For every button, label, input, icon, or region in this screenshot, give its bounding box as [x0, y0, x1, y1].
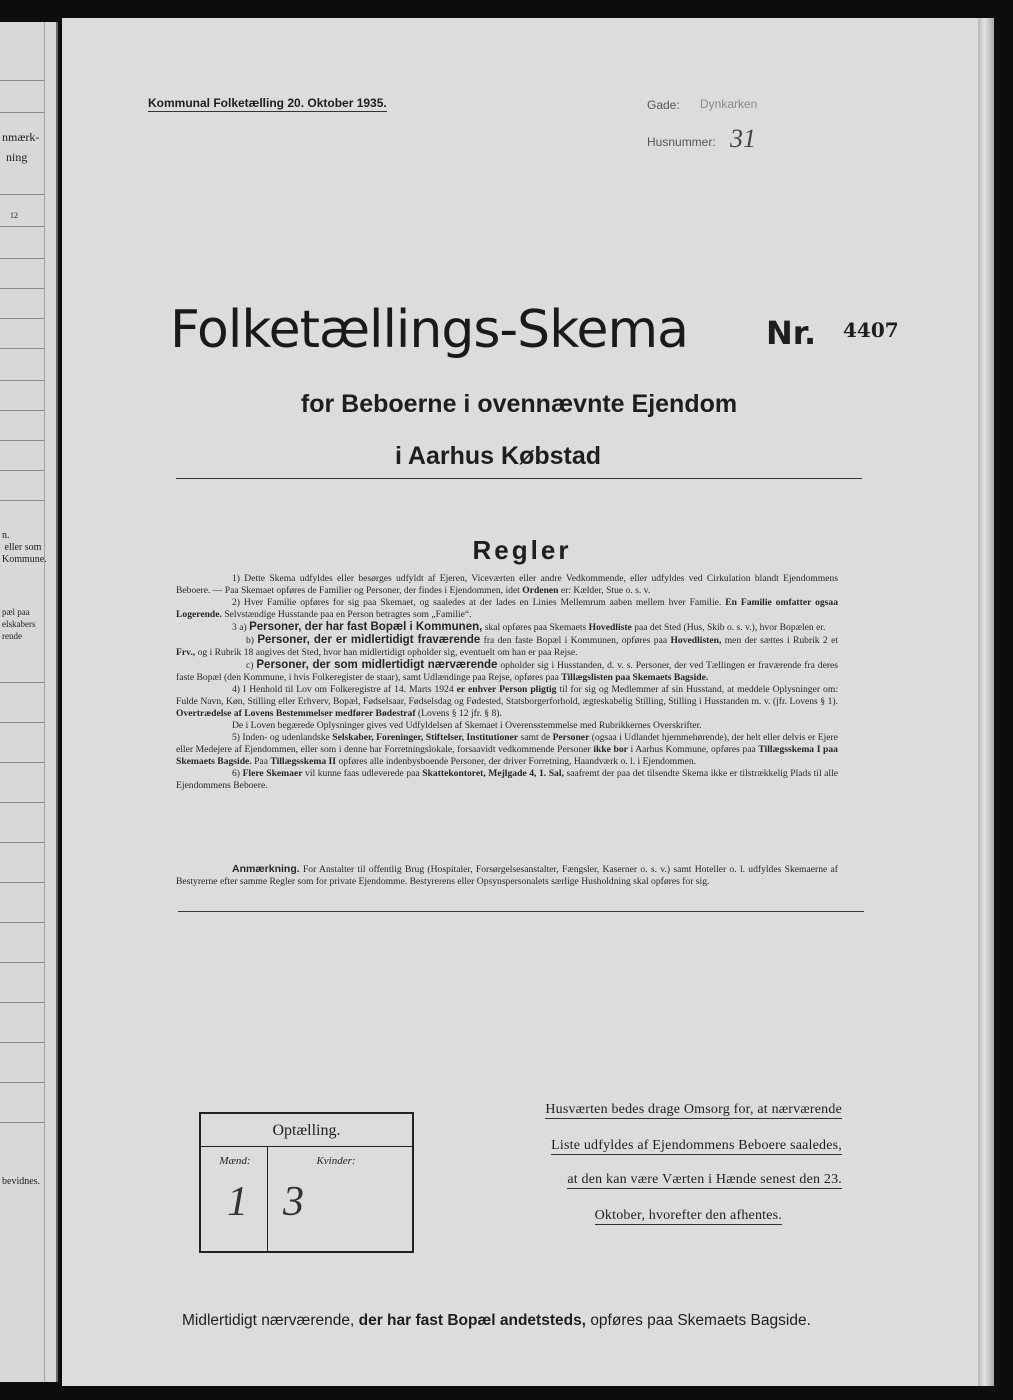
ledger-rule	[0, 762, 44, 763]
rules-heading: Regler	[472, 535, 572, 565]
left-fragment: bevidnes.	[2, 1176, 41, 1187]
page-stack-edge	[978, 18, 994, 1386]
ledger-rule	[0, 410, 44, 411]
left-fragment: n.	[2, 530, 10, 541]
ledger-rule	[0, 500, 44, 501]
census-form-page	[62, 18, 982, 1386]
left-page-edge	[44, 22, 45, 1382]
form-title: Folketællings-Skema	[170, 300, 688, 360]
ledger-rule	[0, 80, 44, 81]
left-fragment: eller som	[2, 542, 42, 553]
street-label: Gade:	[647, 98, 680, 112]
ledger-rule	[0, 842, 44, 843]
subtitle-residents: for Beboerne i ovennævnte Ejendom	[300, 390, 738, 418]
ledger-rule	[0, 112, 44, 113]
ledger-rule	[0, 380, 44, 381]
count-box-divider	[267, 1146, 268, 1251]
street-value: Dynkarken	[700, 97, 758, 111]
rule-3b: b) Personer, der er midlertidigt fraværende fra den faste Bopæl i Kommunen, opføres paa Hovedlisten, men der sættes i Rubrik 2 et Frv., og i Rubrik 18 angives det Sted, hvor han midlertidigt opholder sig, eventuelt om han er paa Rejse.	[176, 634, 838, 658]
notice-line: Liste udfyldes af Ejendommens Beboere saaledes,	[551, 1138, 842, 1153]
notice-line: Oktober, hvorefter den afhentes.	[594, 1208, 782, 1223]
rule-6: 6) Flere Skemaer vil kunne faas udleverede paa Skattekontoret, Mejlgade 4, 1. Sal, saafremt der paa det tilsendte Skema ikke er tilstrækkelig Plads til alle Ejendommens Beboere.	[176, 768, 839, 791]
ledger-rule	[0, 194, 44, 195]
rule-3c: c) Personer, der som midlertidigt nærværende opholder sig i Husstanden, d. v. s. Personer, der ved Tællingen er fraværende fra deres faste Bopæl (den Kommune, i hvis Folkeregister de staar), samt Udlændinge paa Rejse, opføres paa Tillægslisten paa Skemaets Bagside.	[176, 659, 839, 683]
ledger-rule	[0, 682, 44, 683]
form-number: 4407	[843, 318, 899, 342]
ledger-rule	[0, 1082, 44, 1083]
left-fragment: 12	[10, 211, 18, 220]
footer-note: Midlertidigt nærværende, der har fast Bopæl andetsteds, opføres paa Skemaets Bagside.	[182, 1312, 811, 1329]
house-number-label: Husnummer:	[647, 135, 716, 149]
left-fragment: ning	[6, 150, 28, 164]
ledger-rule	[0, 1042, 44, 1043]
ledger-rule	[0, 882, 44, 883]
number-label: Nr.	[766, 314, 817, 352]
rule-5: 5) Inden- og udenlandske Selskaber, Foreninger, Stiftelser, Institutioner samt de Personer (ogsaa i Udlandet hjemmehørende), der helt eller delvis er Ejere eller Medejere af Ejendommen, eller som i denne har Forretningslokale, forsaavidt vedkommende Personer ikke bor i Aarhus Kommune, opføres paa Tillægsskema I paa Skemaets Bagside. Paa Tillægsskema II opføres alle indenbysboende Personer, der driver Forretning, Haandværk o. l. i Ejendommen.	[176, 732, 839, 767]
rule-2: 2) Hver Familie opføres for sig paa Skemaet, og saaledes at der lades en Linies Mellemrum aaben mellem hver Familie. En Familie omfatter ogsaa Logerende. Selvstændige Husstande paa en Person betragtes som „Familie“.	[176, 597, 838, 620]
left-fragment: rende	[2, 631, 22, 641]
ledger-rule	[0, 226, 44, 227]
women-label: Kvinder:	[316, 1155, 356, 1167]
subtitle-city: i Aarhus Købstad	[394, 442, 602, 470]
left-fragment: elskabers	[2, 619, 36, 629]
rule-1: 1) Dette Skema udfyldes eller besørges udfyldt af Ejeren, Viceværten eller andre Vedkommende, eller udfyldes ved Cirkulation blandt Ejendommens Beboere. — Paa Skemaet opføres de Familier og Personer, der findes i Ejendommen, idet Ordenen er: Kælder, Stue o. s. v.	[176, 573, 838, 596]
divider	[176, 478, 862, 479]
remark-body: For Anstalter til offentlig Brug (Hospitaler, Forsørgelsesanstalter, Fængsler, Kaserner o. s. v.) samt Hoteller o. l. udfyldes Skemaerne af Bestyrerne efter samme Regler som for private Ejendomme. Bestyrerens eller Opsynspersonalets særlige Husholdning skal opføres for sig.	[176, 864, 838, 887]
left-fragment: pæl paa	[2, 607, 30, 617]
left-page-fragment	[0, 22, 58, 1382]
rule-4-note: De i Loven begærede Oplysninger gives ved Udfyldelsen af Skemaet i Overensstemmelse med Rubrikkernes Overskrifter.	[232, 720, 702, 731]
ledger-rule	[0, 922, 44, 923]
ledger-rule	[0, 722, 44, 723]
divider	[178, 911, 864, 912]
ledger-rule	[0, 1122, 44, 1123]
count-box	[199, 1112, 414, 1253]
rule-4: 4) I Henhold til Lov om Folkeregistre af 14. Marts 1924 er enhver Person pligtig til for sig og Medlemmer af sin Husstand, at meddele Oplysninger om: Fulde Navn, Køn, Stilling eller Erhverv, Bopæl, Fødselsaar, Fødselsdag og Fødested, Statsborgerforhold, ægteskabelig Stilling, Stilling i Husstanden m. v. (jfr. Lovens § 1). Overtrædelse af Lovens Bestemmelser medfører Bødestraf (Lovens § 12 jfr. § 8).	[176, 684, 838, 719]
house-number-value: 31	[730, 124, 756, 153]
count-box-rule	[201, 1146, 412, 1147]
remark-text	[176, 863, 838, 888]
left-fragment: Kommune.	[2, 554, 47, 565]
ledger-rule	[0, 318, 44, 319]
men-label: Mænd:	[219, 1155, 251, 1167]
ledger-rule	[0, 288, 44, 289]
ledger-rule	[0, 962, 44, 963]
count-box-title: Optælling.	[272, 1122, 341, 1139]
notice-line: Husværten bedes drage Omsorg for, at nærværende	[545, 1102, 842, 1117]
women-count: 3	[283, 1179, 304, 1225]
men-count: 1	[227, 1179, 248, 1225]
notice-line: at den kan være Værten i Hænde senest den 23.	[567, 1172, 842, 1187]
rule-3a: 3 a) Personer, der har fast Bopæl i Kommunen, skal opføres paa Skemaets Hovedliste paa det Sted (Hus, Skib o. s. v.), hvor Bopælen er.	[232, 621, 826, 633]
ledger-rule	[0, 1002, 44, 1003]
ledger-rule	[0, 802, 44, 803]
ledger-rule	[0, 440, 44, 441]
remark-label: Anmærkning.	[232, 863, 300, 875]
ledger-rule	[0, 258, 44, 259]
ledger-rule	[0, 348, 44, 349]
rules-text	[176, 573, 838, 792]
census-header: Kommunal Folketælling 20. Oktober 1935.	[148, 96, 387, 110]
left-fragment: nmærk-	[2, 130, 40, 144]
